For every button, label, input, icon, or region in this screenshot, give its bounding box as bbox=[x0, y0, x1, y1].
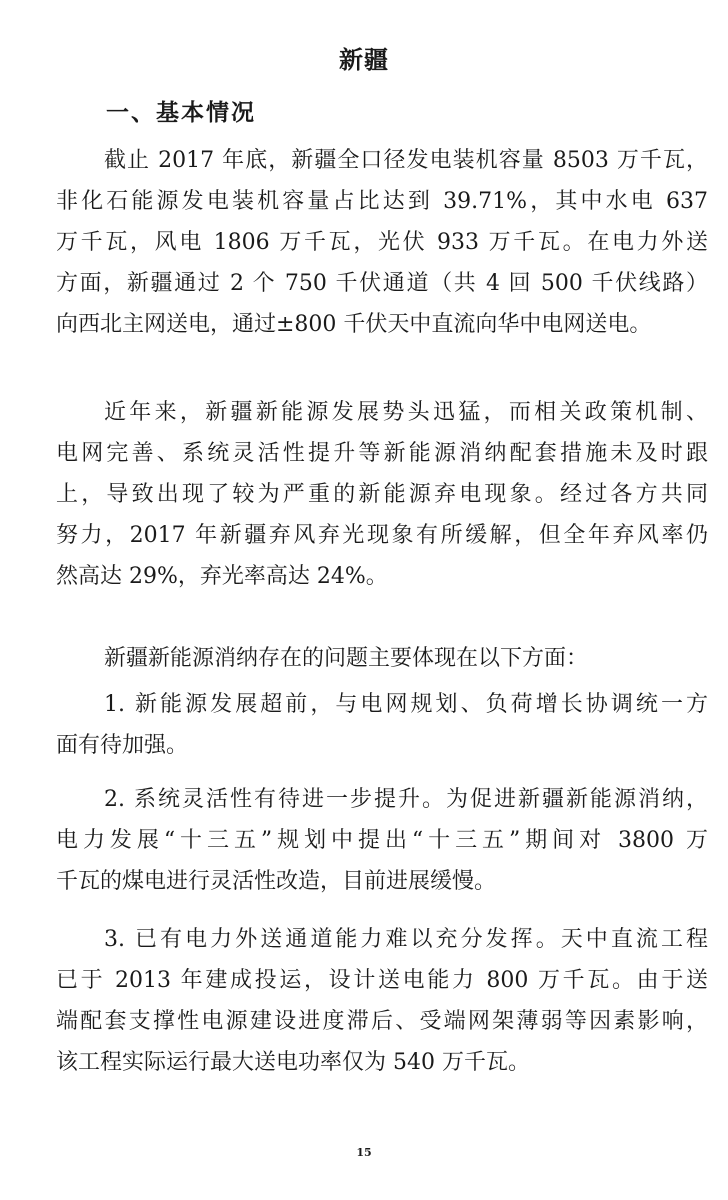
paragraph-line: 近年来，新疆新能源发展势头迅猛，而相关政策机制、 bbox=[104, 400, 708, 425]
paragraph-line: 电网完善、系统灵活性提升等新能源消纳配套措施未及时跟 bbox=[56, 441, 708, 466]
paragraph-line: 方面，新疆通过 2 个 750 千伏通道（共 4 回 500 千伏线路） bbox=[56, 271, 708, 296]
paragraph-line: 已于 2013 年建成投运，设计送电能力 800 万千瓦。由于送 bbox=[56, 968, 708, 993]
paragraph-line: 然高达 29%，弃光率高达 24%。 bbox=[56, 564, 388, 589]
paragraph-line: 面有待加强。 bbox=[56, 733, 189, 758]
paragraph-line: 努力，2017 年新疆弃风弃光现象有所缓解，但全年弃风率仍 bbox=[56, 523, 708, 548]
paragraph-line: 万千瓦，风电 1806 万千瓦，光伏 933 万千瓦。在电力外送 bbox=[56, 230, 708, 255]
paragraph-line: 端配套支撑性电源建设进度滞后、受端网架薄弱等因素影响， bbox=[56, 1009, 708, 1034]
page-number: 15 bbox=[356, 1146, 372, 1159]
section-heading: 一、基本情况 bbox=[106, 100, 256, 126]
paragraph-line: 新疆新能源消纳存在的问题主要体现在以下方面： bbox=[104, 646, 589, 671]
paragraph-line: 向西北主网送电，通过±800 千伏天中直流向华中电网送电。 bbox=[56, 312, 652, 337]
paragraph-line: 1. 新能源发展超前，与电网规划、负荷增长协调统一方 bbox=[104, 692, 708, 717]
paragraph-line: 2. 系统灵活性有待进一步提升。为促进新疆新能源消纳， bbox=[104, 787, 708, 812]
page-title: 新疆 bbox=[339, 46, 389, 74]
paragraph-line: 该工程实际运行最大送电功率仅为 540 万千瓦。 bbox=[56, 1050, 530, 1075]
paragraph-line: 截止 2017 年底，新疆全口径发电装机容量 8503 万千瓦， bbox=[104, 148, 708, 173]
paragraph-line: 3. 已有电力外送通道能力难以充分发挥。天中直流工程 bbox=[104, 927, 708, 952]
paragraph-line: 上，导致出现了较为严重的新能源弃电现象。经过各方共同 bbox=[56, 482, 708, 507]
paragraph-line: 非化石能源发电装机容量占比达到 39.71%，其中水电 637 bbox=[56, 189, 708, 214]
paragraph-line: 千瓦的煤电进行灵活性改造，目前进展缓慢。 bbox=[56, 869, 497, 894]
paragraph-line: 电力发展“十三五”规划中提出“十三五”期间对 3800 万 bbox=[56, 828, 708, 853]
